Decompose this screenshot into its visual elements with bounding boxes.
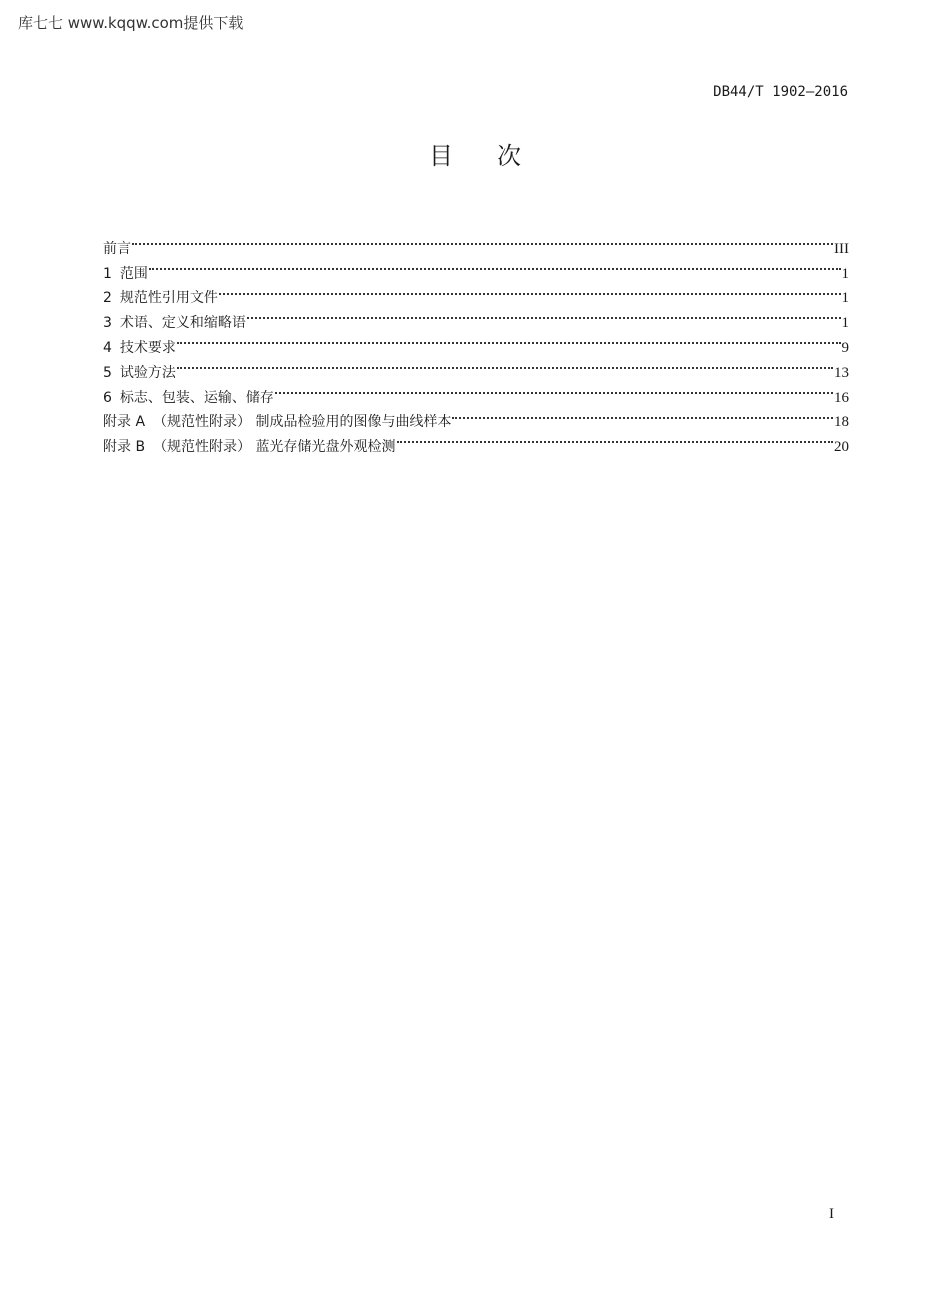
table-of-contents <box>103 228 849 456</box>
toc-entry-page: 13 <box>834 364 849 381</box>
toc-entry-page: 20 <box>834 439 849 456</box>
page-title: 目次 <box>429 142 565 170</box>
toc-entry-page: 16 <box>834 389 849 406</box>
toc-dot-leader <box>452 402 833 427</box>
toc-entry-label <box>103 262 148 287</box>
toc-entry-page: 1 <box>841 315 849 332</box>
toc-entry-number: 附录 A <box>103 414 146 431</box>
toc-entry-number: 附录 B <box>103 439 146 456</box>
toc-entry-number: 1 <box>103 265 112 282</box>
toc-entry-test-methods[interactable] <box>103 352 849 381</box>
toc-entry-label <box>103 435 396 460</box>
toc-entry-technical-requirements[interactable] <box>103 327 849 356</box>
toc-entry-scope[interactable] <box>103 253 849 282</box>
toc-entry-title: 标志、包装、运输、储存 <box>119 389 274 406</box>
toc-dot-leader <box>177 352 833 377</box>
toc-entry-title: 技术要求 <box>119 339 176 356</box>
toc-entry-number: 6 <box>103 389 112 406</box>
toc-entry-label <box>103 386 274 411</box>
toc-entry-title: （规范性附录） 制成品检验用的图像与曲线样本 <box>153 414 452 431</box>
toc-entry-label <box>103 361 176 386</box>
toc-entry-number: 5 <box>103 364 112 381</box>
document-code: DB44/T 1902—2016 <box>713 84 848 100</box>
toc-dot-leader <box>149 253 841 278</box>
toc-entry-title: 规范性引用文件 <box>119 290 218 307</box>
toc-dot-leader <box>219 278 841 303</box>
toc-entry-title: 术语、定义和缩略语 <box>119 315 246 332</box>
toc-entry-title: 前言 <box>103 240 131 257</box>
toc-entry-page: 1 <box>841 265 849 282</box>
toc-entry-label <box>103 336 176 361</box>
toc-entry-title: （规范性附录） 蓝光存储光盘外观检测 <box>153 439 396 456</box>
page-number: I <box>829 1206 834 1222</box>
toc-entry-number: 4 <box>103 339 112 356</box>
toc-entry-page: III <box>834 240 849 257</box>
toc-entry-page: 18 <box>834 414 849 431</box>
toc-entry-title: 范围 <box>119 265 148 282</box>
toc-entry-page: 1 <box>841 290 849 307</box>
toc-entry-title: 试验方法 <box>119 364 176 381</box>
toc-entry-normative-references[interactable] <box>103 278 849 307</box>
toc-entry-number: 3 <box>103 315 112 332</box>
toc-dot-leader <box>132 228 833 253</box>
toc-entry-marking-packaging[interactable] <box>103 377 849 406</box>
toc-entry-label <box>103 286 218 311</box>
toc-entry-label <box>103 237 131 262</box>
watermark-text: 库七七 www.kqqw.com提供下载 <box>18 14 244 32</box>
toc-dot-leader <box>177 327 841 352</box>
toc-entry-foreword[interactable] <box>103 228 849 257</box>
toc-dot-leader <box>247 302 841 327</box>
toc-dot-leader <box>397 426 833 451</box>
toc-entry-page: 9 <box>841 339 849 356</box>
toc-entry-number: 2 <box>103 290 112 307</box>
toc-dot-leader <box>275 377 833 402</box>
